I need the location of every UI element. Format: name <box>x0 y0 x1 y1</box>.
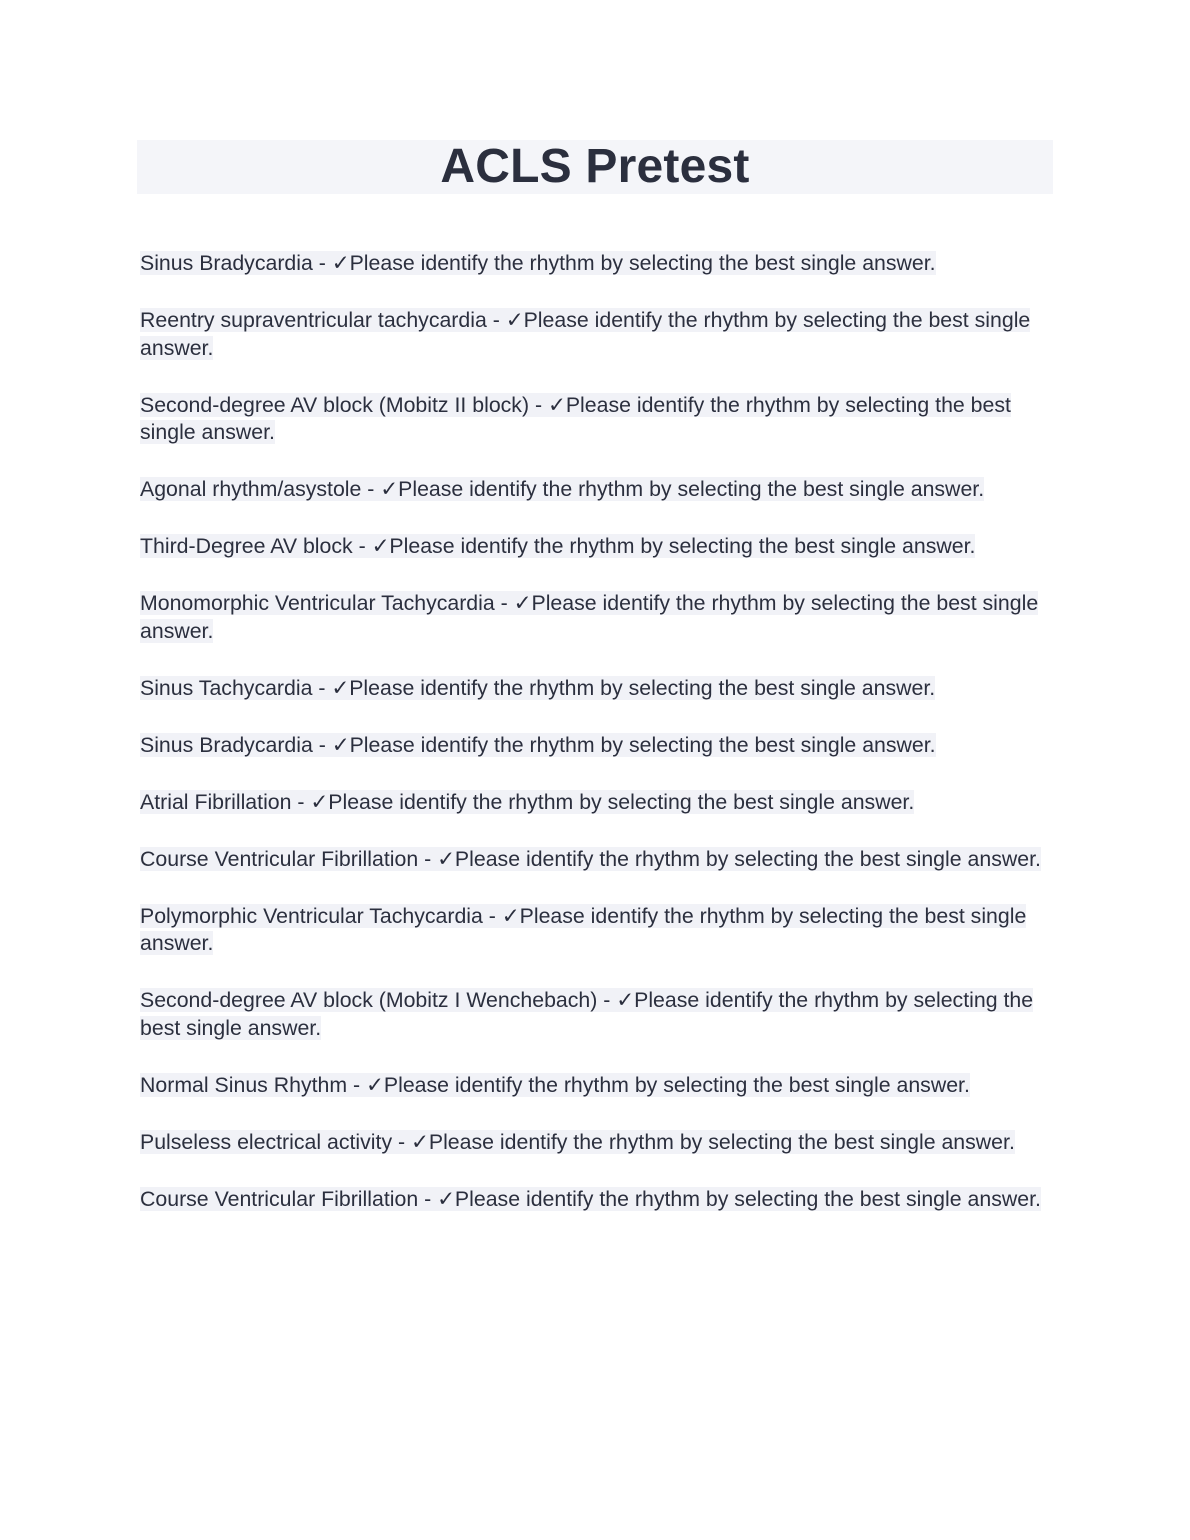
qa-item-text: Pulseless electrical activity - ✓Please identify the rhythm by selecting the best single answer. <box>140 1129 1015 1154</box>
qa-item-12 <box>140 987 1055 1042</box>
qa-item-14 <box>140 1129 1055 1157</box>
qa-list <box>140 250 1055 1243</box>
qa-item-text: Normal Sinus Rhythm - ✓Please identify the rhythm by selecting the best single answer. <box>140 1072 970 1097</box>
qa-item-text: Course Ventricular Fibrillation - ✓Please identify the rhythm by selecting the best single answer. <box>140 846 1041 871</box>
qa-item-6 <box>140 590 1055 645</box>
qa-item-text: Sinus Bradycardia - ✓Please identify the rhythm by selecting the best single answer. <box>140 732 936 757</box>
qa-item-4 <box>140 476 1055 504</box>
qa-item-2 <box>140 307 1055 362</box>
qa-item-text: Sinus Bradycardia - ✓Please identify the rhythm by selecting the best single answer. <box>140 251 936 275</box>
qa-item-10 <box>140 846 1055 874</box>
qa-item-text: Atrial Fibrillation - ✓Please identify the rhythm by selecting the best single answer. <box>140 789 915 814</box>
qa-item-9 <box>140 789 1055 817</box>
qa-item-13 <box>140 1072 1055 1100</box>
page-title: ACLS Pretest <box>440 140 750 193</box>
qa-item-text: Monomorphic Ventricular Tachycardia - ✓Please identify the rhythm by selecting the best single answer. <box>140 591 1039 643</box>
qa-item-text: Second-degree AV block (Mobitz II block) - ✓Please identify the rhythm by selecting the best single answer. <box>140 392 1011 444</box>
qa-item-5 <box>140 533 1055 561</box>
qa-item-text: Agonal rhythm/asystole - ✓Please identify the rhythm by selecting the best single answer. <box>140 477 985 501</box>
qa-item-11 <box>140 903 1055 958</box>
qa-item-text: Sinus Tachycardia - ✓Please identify the rhythm by selecting the best single answer. <box>140 675 936 700</box>
title-band <box>137 140 1053 194</box>
qa-item-text: Polymorphic Ventricular Tachycardia - ✓Please identify the rhythm by selecting the best single answer. <box>140 903 1027 955</box>
qa-item-7 <box>140 675 1055 703</box>
qa-item-3 <box>140 392 1055 447</box>
qa-item-text: Course Ventricular Fibrillation - ✓Please identify the rhythm by selecting the best single answer. <box>140 1186 1041 1211</box>
qa-item-text: Second-degree AV block (Mobitz I Wenchebach) - ✓Please identify the rhythm by selecting the best single answer. <box>140 988 1034 1040</box>
qa-item-1 <box>140 250 1055 278</box>
qa-item-text: Reentry supraventricular tachycardia - ✓Please identify the rhythm by selecting the best single answer. <box>140 308 1031 360</box>
qa-item-text: Third-Degree AV block - ✓Please identify the rhythm by selecting the best single answer. <box>140 534 976 558</box>
qa-item-15 <box>140 1186 1055 1214</box>
qa-item-8 <box>140 732 1055 760</box>
